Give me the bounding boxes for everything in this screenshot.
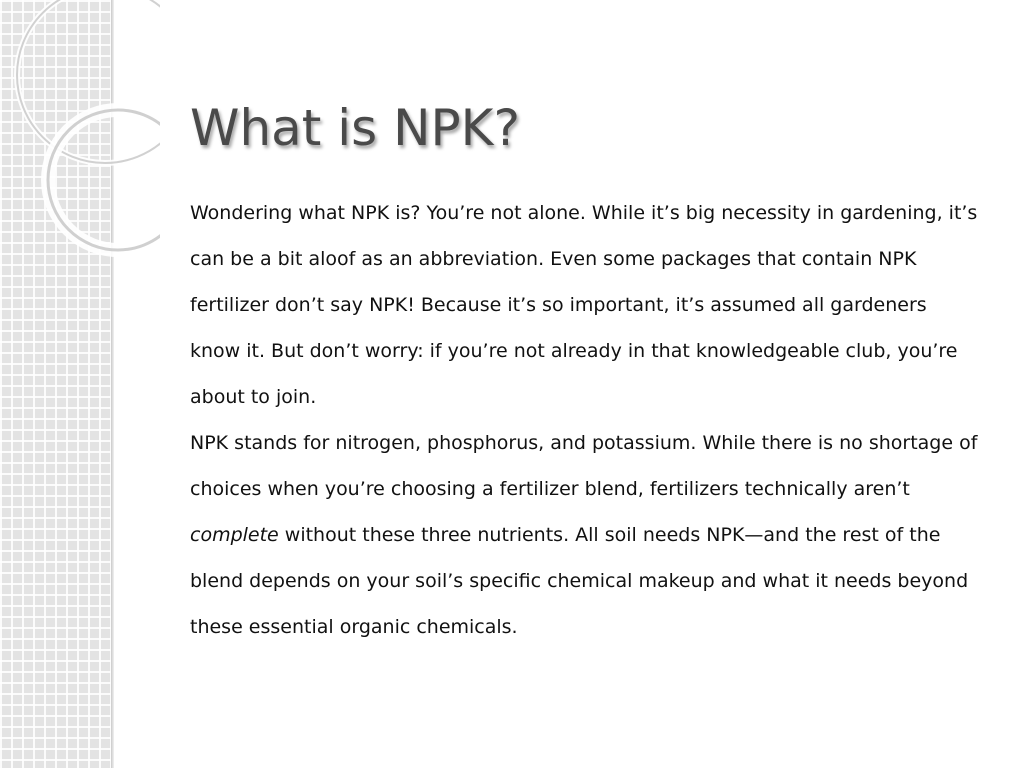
paragraph-npk-text-end: without these three nutrients. All soil needs NPK—and the rest of the blend depends on your soil’s specific chemical makeup and what it needs beyond these essential organic chemicals. <box>190 524 969 638</box>
outer-ring-highlight <box>17 0 160 163</box>
paragraph-npk-definition <box>190 420 980 650</box>
decorative-rings <box>0 0 160 260</box>
paragraph-npk-text-start: NPK stands for nitrogen, phosphorus, and potassium. While there is no shortage of choices when you’re choosing a fertilizer blend, fertilizers technically aren’t <box>190 432 978 500</box>
slide-title: What is NPK? <box>190 99 520 157</box>
inner-ring-highlight <box>48 110 160 250</box>
outer-ring <box>17 0 160 163</box>
paragraph-intro: Wondering what NPK is? You’re not alone. While it’s big necessity in gardening, it’s can be a bit aloof as an abbreviation. Even some packages that contain NPK fertilizer don’t say NPK! Because it’s so important, it’s assumed all gardeners know it. But don’t worry: if you’re not already in that knowledgeable club, you’re about to join. <box>190 202 978 408</box>
slide-body <box>190 190 980 650</box>
emphasis-complete: complete <box>190 524 279 546</box>
